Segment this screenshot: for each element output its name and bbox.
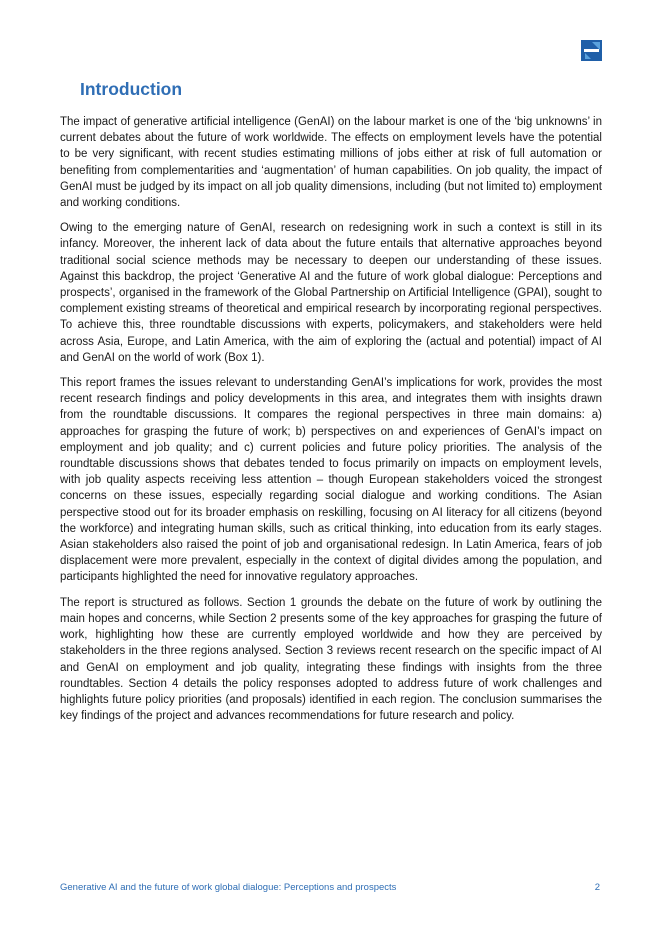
paragraph-2: Owing to the emerging nature of GenAI, research on redesigning work in such a context is still in its infancy. Moreover, the inherent lack of data about the future entails that alternative approaches beyond traditional social science methods may be necessary to deepen our understanding of these issues. Against this backdrop, the project ‘Generative AI and the future of work global dialogue: Perceptions and prospects’, organised in the framework of the Global Partnership on Artificial Intelligence (GPAI), sought to complement existing streams of theoretical and empirical research by incorporating regional perspectives. To achieve this, three roundtable discussions with experts, policymakers, and stakeholders were held across Asia, Europe, and Latin America, with the aim of exploring the (actual and potential) impact of AI and GenAI on the world of work (Box 1). (60, 222, 602, 364)
paragraph-1: The impact of generative artificial intelligence (GenAI) on the labour market is one of the ‘big unknowns’ in current debates about the future of work worldwide. The effects on employment levels have the potential to be very significant, with recent studies estimating millions of jobs either at risk of full automation or benefiting from complementarities and ‘augmentation’ of human capabilities. On job quality, the impact of GenAI must be judged by its impact on all job quality dimensions, including (but not limited to) employment and working conditions. (60, 116, 602, 210)
paragraph-4: The report is structured as follows. Section 1 grounds the debate on the future of work by outlining the main hopes and concerns, while Section 2 presents some of the key approaches for grasping the future of work, highlighting how these are currently employed worldwide and how they are perceived by stakeholders in the three regions analysed. Section 3 reviews recent research on the specific impact of AI and GenAI on employment and job quality, integrating these findings with insights from the three roundtables. Section 4 details the policy responses adopted to address future of work challenges and highlights future policy priorities (and proposals) identified in each region. The conclusion summarises the key findings of the project and advances recommendations for future research and policy. (60, 596, 602, 723)
footer-page-number: 2 (594, 882, 600, 893)
publisher-logo-icon (581, 40, 602, 61)
body-text (60, 114, 602, 733)
paragraph-3: This report frames the issues relevant to understanding GenAI’s implications for work, provides the most recent research findings and policy developments in this area, and integrates them with insights drawn from the roundtable discussions. It compares the regional perspectives in three main domains: a) approaches for grasping the future of work; b) perspectives on and experiences of GenAI’s impact on employment and job quality; and c) current policies and future policy priorities. The analysis of the roundtable discussions shows that debates tended to focus primarily on impacts on employment levels, with job quality aspects receiving less attention – though European stakeholders voiced the strongest concerns on these issues, especially regarding social dialogue and working conditions. The Asian perspective stood out for its broader emphasis on reskilling, focusing on AI literacy for all citizens (beyond the workforce) and integrating human skills, such as critical thinking, into education from its early stages. Asian stakeholders also raised the point of job and organisational redesign. In Latin America, fears of job displacement were more prevalent, especially in the context of digital divides among the population, and participants highlighted the need for innovative regulatory approaches. (60, 377, 602, 584)
footer-document-title: Generative AI and the future of work global dialogue: Perceptions and prospects (60, 882, 397, 893)
section-heading: Introduction (80, 79, 183, 99)
